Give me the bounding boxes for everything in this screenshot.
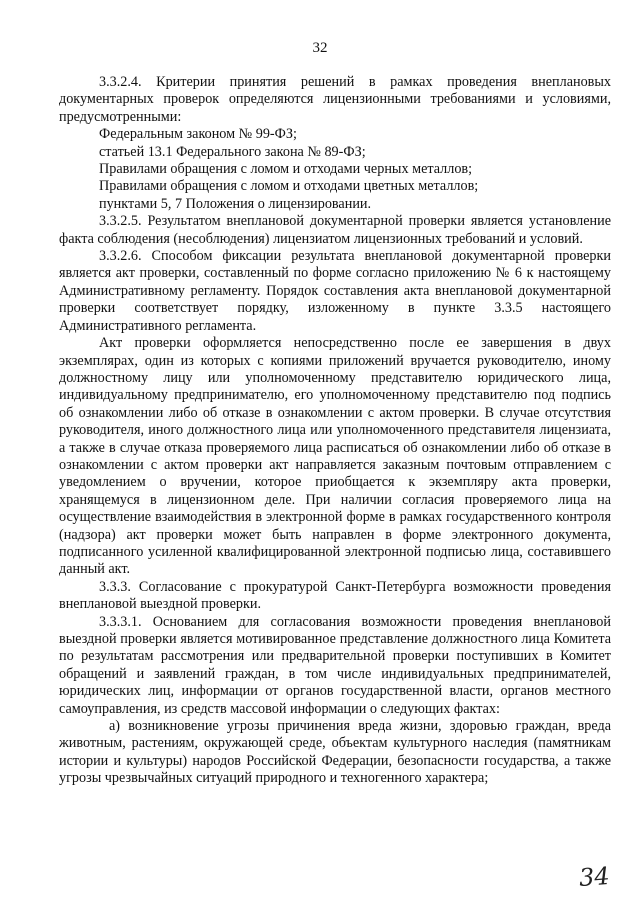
list-item-article-13-1: статьей 13.1 Федерального закона № 89-ФЗ; [99, 143, 366, 160]
list-item-federal-law-99: Федеральным законом № 99-ФЗ; [99, 126, 297, 143]
paragraph-3-3-3: 3.3.3. Согласование с прокуратурой Санкт-Петербурга возможности проведения внеплановой выездной проверки. [59, 578, 611, 613]
handwritten-sheet-number: 34 [578, 861, 611, 893]
list-item-ferrous-metals-rules: Правилами обращения с ломом и отходами черных металлов; [99, 161, 473, 178]
paragraph-3-3-3-1: 3.3.3.1. Основанием для согласования возможности проведения внеплановой выездной проверки является мотивированное представление должностного лица Комитета по результатам рассмотрения или предварительной проверки поступивших в Комитет обращений и заявлений граждан, в том числе индивидуальных предпринимателей, юридических лиц, информации от органов государственной власти, органов местного самоуправления, из средств массовой информации о следующих фактах: [59, 613, 611, 717]
list-item-a: а) возникновение угрозы причинения вреда жизни, здоровью граждан, вреда животным, растениям, окружающей среде, объектам культурного наследия (памятникам истории и культуры) народов Российской Федерации, безопасности государства, а также угрозы чрезвычайных ситуаций природного и техногенного характера; [59, 718, 611, 787]
list-item-licensing-regulation: пунктами 5, 7 Положения о лицензировании. [99, 195, 372, 212]
document-body [59, 74, 611, 788]
paragraph-3-3-2-6: 3.3.2.6. Способом фиксации результата внеплановой документарной проверки является акт проверки, составленный по форме согласно приложению № 6 к настоящему Административному регламенту. Порядок составления акта внеплановой документарной проверки соответствует порядку, изложенному в пункте 3.3.5 настоящего Административного регламента. [59, 248, 611, 334]
paragraph-3-3-2-4: 3.3.2.4. Критерии принятия решений в рамках проведения внеплановых документарных проверок определяются лицензионными требованиями и условиями, предусмотренными: [59, 74, 611, 125]
list-item-nonferrous-metals-rules: Правилами обращения с ломом и отходами цветных металлов; [99, 178, 479, 195]
paragraph-inspection-act: Акт проверки оформляется непосредственно после ее завершения в двух экземплярах, один из которых с копиями приложений вручается руководителю, иному должностному лицу или уполномоченному представителю юридического лица, индивидуальному предпринимателю, его уполномоченному представителю под подпись об ознакомлении либо об отказе в ознакомлении с актом проверки. В случае отсутствия руководителя, иного должностного лица или уполномоченного представителя лицензиата, а также в случае отказа проверяемого лица расписаться об ознакомлении либо об отказе в ознакомлении с актом проверки акт направляется заказным почтовым отправлением с уведомлением о вручении, которое приобщается к экземпляру акта проверки, хранящемуся в лицензионном деле. При наличии согласия проверяемого лица на осуществление взаимодействия в электронной форме в рамках государственного контроля (надзора) акт проверки может быть направлен в форме электронного документа, подписанного усиленной квалифицированной электронной подписью лица, составившего данный акт. [59, 335, 611, 578]
paragraph-3-3-2-5: 3.3.2.5. Результатом внеплановой документарной проверки является установление факта соблюдения (несоблюдения) лицензиатом лицензионных требований и условий. [59, 213, 611, 247]
page-number: 32 [312, 40, 328, 56]
